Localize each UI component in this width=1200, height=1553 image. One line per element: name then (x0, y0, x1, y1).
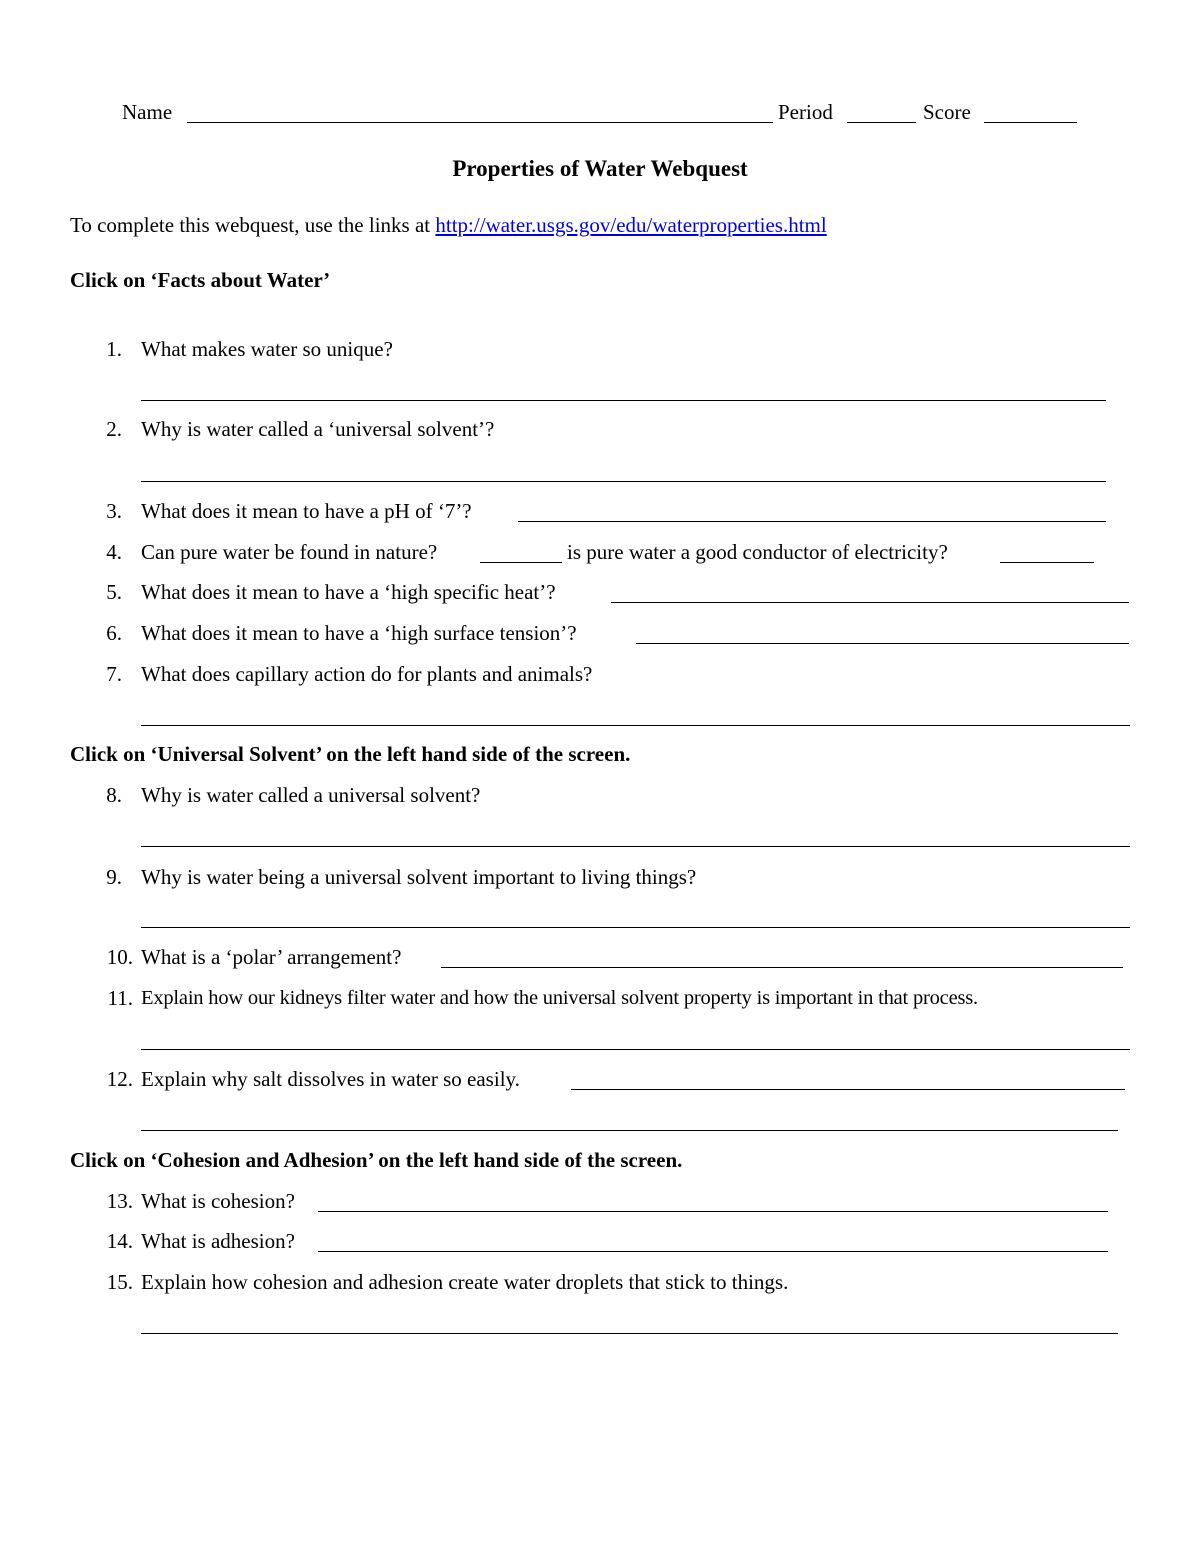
answer-line[interactable] (141, 1130, 1118, 1131)
answer-line[interactable] (611, 602, 1129, 603)
page-title: Properties of Water Webquest (452, 156, 748, 181)
answer-line[interactable] (441, 967, 1123, 968)
question-number: 3. (106, 499, 122, 523)
question-number: 9. (106, 865, 122, 889)
question-text: What does capillary action do for plants and animals? (141, 662, 593, 686)
webquest-link[interactable]: http://water.usgs.gov/edu/waterproperties.html (435, 213, 827, 237)
question-number: 5. (106, 580, 122, 604)
question-text: What does it mean to have a pH of ‘7’? (141, 499, 472, 523)
period-field[interactable] (847, 122, 916, 123)
answer-line[interactable] (318, 1251, 1108, 1252)
question-text: Explain how cohesion and adhesion create water droplets that stick to things. (141, 1270, 789, 1294)
question-number: 2. (106, 417, 122, 441)
question-text: What does it mean to have a ‘high surface tension’? (141, 621, 577, 645)
score-field[interactable] (984, 122, 1077, 123)
score-label: Score (923, 100, 971, 124)
question-number: 12. (106, 1067, 133, 1091)
intro-line (70, 213, 827, 237)
answer-line[interactable] (636, 643, 1129, 644)
answer-line[interactable] (518, 521, 1106, 522)
question-number: 1. (106, 337, 122, 361)
answer-line[interactable] (1000, 562, 1094, 563)
question-text: Explain how our kidneys filter water and how the universal solvent property is important in that process. (141, 987, 978, 1009)
question-text: What makes water so unique? (141, 337, 393, 361)
question-text: What is cohesion? (141, 1189, 295, 1213)
answer-line[interactable] (141, 400, 1106, 401)
section-heading-facts: Click on ‘Facts about Water’ (70, 268, 331, 292)
question-number: 8. (106, 783, 122, 807)
answer-line[interactable] (141, 927, 1130, 928)
section-heading-universal-solvent: Click on ‘Universal Solvent’ on the left hand side of the screen. (70, 742, 631, 766)
section-heading-cohesion-adhesion: Click on ‘Cohesion and Adhesion’ on the left hand side of the screen. (70, 1148, 683, 1172)
name-label: Name (122, 100, 173, 124)
period-label: Period (778, 100, 833, 124)
answer-line[interactable] (141, 1049, 1130, 1050)
answer-line[interactable] (141, 1333, 1118, 1334)
question-number: 14. (106, 1229, 133, 1253)
question-number: 6. (106, 621, 122, 645)
name-field[interactable] (187, 122, 773, 123)
answer-line[interactable] (571, 1089, 1125, 1090)
question-number: 4. (106, 540, 122, 564)
question-text: Why is water called a ‘universal solvent’? (141, 417, 495, 441)
question-text: What does it mean to have a ‘high specific heat’? (141, 580, 556, 604)
question-text: What is adhesion? (141, 1229, 295, 1253)
question-number: 11. (107, 986, 133, 1010)
question-text: Why is water called a universal solvent? (141, 783, 481, 807)
answer-line[interactable] (318, 1211, 1108, 1212)
question-number: 10. (106, 945, 133, 969)
answer-line[interactable] (141, 846, 1130, 847)
question-number: 13. (106, 1189, 133, 1213)
question-number: 15. (106, 1270, 133, 1294)
answer-line[interactable] (141, 725, 1130, 726)
answer-line[interactable] (480, 562, 562, 563)
question-text: Can pure water be found in nature? (141, 540, 438, 564)
intro-text: To complete this webquest, use the links at (70, 213, 431, 237)
question-text: Why is water being a universal solvent important to living things? (141, 865, 697, 889)
question-text-part2: is pure water a good conductor of electricity? (567, 540, 948, 564)
question-text: Explain why salt dissolves in water so easily. (141, 1067, 520, 1091)
question-number: 7. (106, 662, 122, 686)
answer-line[interactable] (141, 481, 1106, 482)
question-text: What is a ‘polar’ arrangement? (141, 945, 402, 969)
